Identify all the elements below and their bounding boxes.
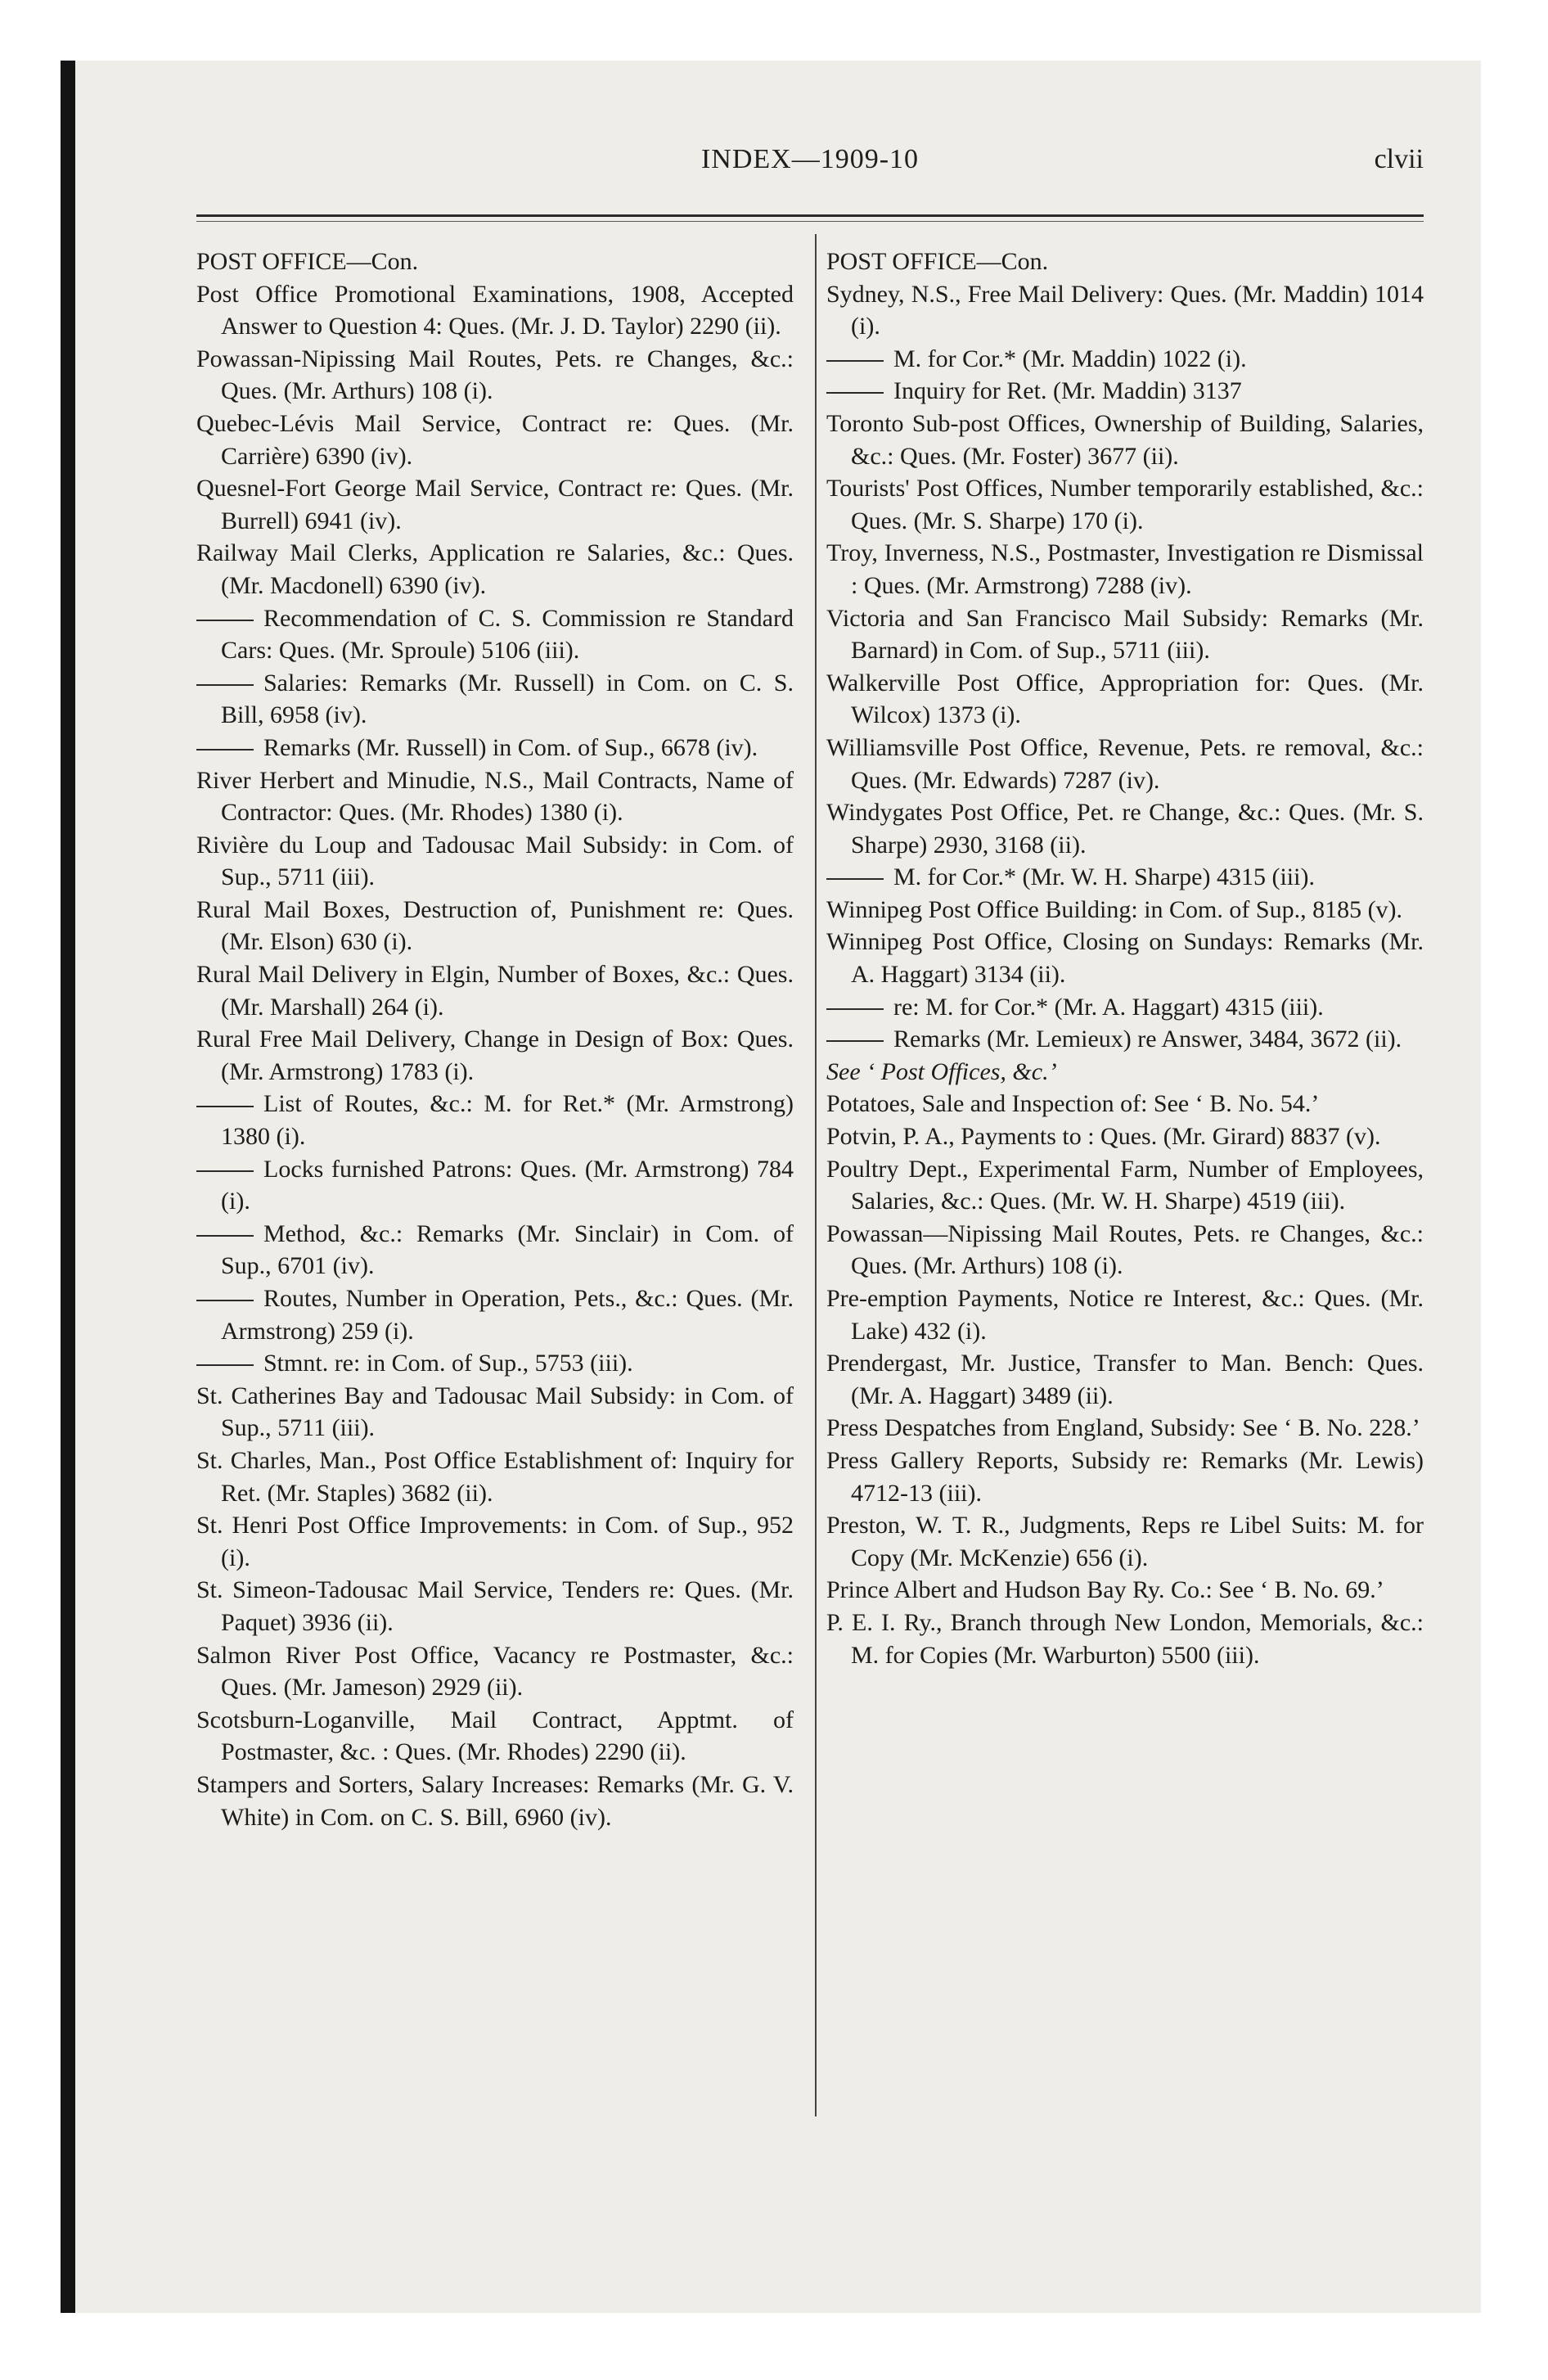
entry-text: St. Charles, Man., Post Office Establishment of: Inquiry for Ret. (Mr. Staples) 3682 (ii). <box>196 1446 794 1507</box>
entry-text: River Herbert and Minudie, N.S., Mail Contracts, Name of Contractor: Ques. (Mr. Rhodes) 1380 (i). <box>196 766 794 827</box>
index-entry <box>196 408 794 472</box>
entry-text: Post Office Promotional Examinations, 1908, Accepted Answer to Question 4: Ques. (Mr. J. D. Taylor) 2290 (ii). <box>196 280 794 340</box>
ditto-dash <box>196 1364 254 1366</box>
index-entry <box>826 894 1424 926</box>
entry-text: Press Despatches from England, Subsidy: See ‘ B. No. 228.’ <box>826 1414 1420 1442</box>
entry-text: Rural Mail Delivery in Elgin, Number of Boxes, &c.: Ques. (Mr. Marshall) 264 (i). <box>196 961 794 1021</box>
entry-text: Quebec-Lévis Mail Service, Contract re: Ques. (Mr. Carrière) 6390 (iv). <box>196 409 794 470</box>
entry-text: Pre-emption Payments, Notice re Interest, &c.: Ques. (Mr. Lake) 432 (i). <box>826 1285 1424 1345</box>
entry-text: Remarks (Mr. Lemieux) re Answer, 3484, 3672 (ii). <box>893 1025 1402 1053</box>
entry-text: Toronto Sub-post Offices, Ownership of Building, Salaries, &c.: Ques. (Mr. Foster) 3677 (ii). <box>826 409 1424 470</box>
index-entry <box>826 537 1424 602</box>
entry-text: Prendergast, Mr. Justice, Transfer to Man. Bench: Ques. (Mr. A. Haggart) 3489 (ii). <box>826 1350 1424 1409</box>
index-entry <box>826 1088 1424 1120</box>
index-subentry <box>826 343 1424 376</box>
entry-text: Troy, Inverness, N.S., Postmaster, Investigation re Dismissal : Ques. (Mr. Armstrong) 7288 (iv). <box>826 539 1424 599</box>
entry-text: re: M. for Cor.* (Mr. A. Haggart) 4315 (iii). <box>893 993 1324 1021</box>
entry-text: P. E. I. Ry., Branch through New London, Memorials, &c.: M. for Copies (Mr. Warburton) 5500 (iii). <box>826 1608 1424 1669</box>
entry-text: Windygates Post Office, Pet. re Change, &c.: Ques. (Mr. S. Sharpe) 2930, 3168 (ii). <box>826 799 1424 859</box>
index-entry <box>196 1445 794 1509</box>
index-entry <box>826 1282 1424 1347</box>
entry-text: Walkerville Post Office, Appropriation for: Ques. (Mr. Wilcox) 1373 (i). <box>826 669 1424 729</box>
ditto-dash <box>196 749 254 751</box>
ditto-dash <box>196 1235 254 1237</box>
entry-text: Winnipeg Post Office, Closing on Sundays: Remarks (Mr. A. Haggart) 3134 (ii). <box>826 928 1424 989</box>
index-entry <box>196 1704 794 1769</box>
index-entry <box>826 1218 1424 1282</box>
entry-text: Tourists' Post Offices, Number temporarily established, &c.: Ques. (Mr. S. Sharpe) 170 (i). <box>826 475 1424 534</box>
entry-text: M. for Cor.* (Mr. W. H. Sharpe) 4315 (iii). <box>893 863 1315 891</box>
index-subentry <box>196 667 794 732</box>
index-entry <box>826 1445 1424 1509</box>
entry-text: Rural Free Mail Delivery, Change in Design of Box: Ques. (Mr. Armstrong) 1783 (i). <box>196 1025 794 1085</box>
entry-text: Sydney, N.S., Free Mail Delivery: Ques. (Mr. Maddin) 1014 (i). <box>826 280 1424 340</box>
ditto-dash <box>826 878 884 880</box>
entry-text: Potvin, P. A., Payments to : Ques. (Mr. Girard) 8837 (v). <box>826 1123 1381 1151</box>
ditto-dash <box>826 360 884 362</box>
index-subentry <box>196 1218 794 1282</box>
binding-edge <box>61 61 75 2313</box>
right-column <box>826 246 1424 1671</box>
column-heading: POST OFFICE—Con. <box>826 248 1049 275</box>
index-subentry <box>196 1153 794 1218</box>
entry-text: Locks furnished Patrons: Ques. (Mr. Armstrong) 784 (i). <box>221 1155 794 1215</box>
index-entry <box>826 796 1424 861</box>
entry-text: Williamsville Post Office, Revenue, Pets. re removal, &c.: Ques. (Mr. Edwards) 7287 (iv). <box>826 733 1424 794</box>
ditto-dash <box>196 620 254 621</box>
entry-text: Winnipeg Post Office Building: in Com. of Sup., 8185 (v). <box>826 895 1403 923</box>
index-entry <box>826 278 1424 343</box>
index-entry <box>196 829 794 894</box>
page-header <box>196 144 1424 193</box>
entry-text: Stmnt. re: in Com. of Sup., 5753 (iii). <box>263 1350 633 1377</box>
index-entry <box>196 894 794 958</box>
entry-text: Powassan—Nipissing Mail Routes, Pets. re Changes, &c.: Ques. (Mr. Arthurs) 108 (i). <box>826 1219 1424 1280</box>
ditto-dash <box>826 392 884 394</box>
entry-text: Rural Mail Boxes, Destruction of, Punishment re: Ques. (Mr. Elson) 630 (i). <box>196 895 794 956</box>
index-entry <box>196 1023 794 1088</box>
index-entry <box>196 1574 794 1639</box>
entry-text: Salaries: Remarks (Mr. Russell) in Com. on C. S. Bill, 6958 (iv). <box>221 669 794 729</box>
entry-text: Poultry Dept., Experimental Farm, Number of Employees, Salaries, &c.: Ques. (Mr. W. H. Sharpe) 4519 (iii). <box>826 1155 1424 1215</box>
running-title: INDEX—1909-10 <box>700 144 920 174</box>
index-entry <box>826 1120 1424 1153</box>
index-entry <box>196 1639 794 1704</box>
index-subentry <box>196 732 794 764</box>
entry-text: Preston, W. T. R., Judgments, Reps re Libel Suits: M. for Copy (Mr. McKenzie) 656 (i). <box>826 1512 1424 1571</box>
ditto-dash <box>826 1040 884 1042</box>
index-entry <box>196 472 794 537</box>
entry-text: Rivière du Loup and Tadousac Mail Subsidy: in Com. of Sup., 5711 (iii). <box>196 831 794 891</box>
index-entry <box>196 1769 794 1833</box>
index-entry <box>196 958 794 1023</box>
header-rule <box>196 214 1424 217</box>
entry-text: List of Routes, &c.: M. for Ret.* (Mr. Armstrong) 1380 (i). <box>221 1090 794 1151</box>
index-entry <box>826 602 1424 667</box>
index-entry <box>196 1509 794 1574</box>
header-rule-thin <box>196 221 1424 222</box>
index-subentry <box>826 991 1424 1024</box>
index-entry <box>826 408 1424 472</box>
page-number: clvii <box>1374 144 1424 174</box>
entry-text: Recommendation of C. S. Commission re Standard Cars: Ques. (Mr. Sproule) 5106 (iii). <box>221 604 794 665</box>
index-entry <box>826 1056 1424 1089</box>
index-entry <box>196 343 794 408</box>
left-column <box>196 246 794 1833</box>
index-entry <box>826 667 1424 732</box>
entry-text: St. Henri Post Office Improvements: in Com. of Sup., 952 (i). <box>196 1512 794 1571</box>
entry-text: Railway Mail Clerks, Application re Salaries, &c.: Ques. (Mr. Macdonell) 6390 (iv). <box>196 539 794 599</box>
index-entry <box>826 472 1424 537</box>
ditto-dash <box>196 1170 254 1172</box>
entry-text: Method, &c.: Remarks (Mr. Sinclair) in Com. of Sup., 6701 (iv). <box>221 1219 794 1280</box>
entry-text: Stampers and Sorters, Salary Increases: Remarks (Mr. G. V. White) in Com. on C. S. Bill, 6960 (iv). <box>196 1770 794 1831</box>
entry-text: Powassan-Nipissing Mail Routes, Pets. re Changes, &c.: Ques. (Mr. Arthurs) 108 (i). <box>196 345 794 405</box>
ditto-dash <box>196 1106 254 1107</box>
entry-text: Routes, Number in Operation, Pets., &c.: Ques. (Mr. Armstrong) 259 (i). <box>221 1285 794 1345</box>
index-entry <box>826 732 1424 796</box>
index-subentry <box>826 861 1424 894</box>
index-subentry <box>196 1088 794 1152</box>
index-entry <box>196 537 794 602</box>
index-entry <box>826 1509 1424 1574</box>
column-heading: POST OFFICE—Con. <box>196 248 419 275</box>
right-entries <box>826 278 1424 1672</box>
entry-text: Inquiry for Ret. (Mr. Maddin) 3137 <box>893 377 1242 405</box>
entry-text: Scotsburn-Loganville, Mail Contract, Apptmt. of Postmaster, &c. : Ques. (Mr. Rhodes) 2290 (ii). <box>196 1706 794 1766</box>
entry-text: Press Gallery Reports, Subsidy re: Remarks (Mr. Lewis) 4712-13 (iii). <box>826 1446 1424 1507</box>
index-entry <box>826 1412 1424 1445</box>
index-subentry <box>826 375 1424 408</box>
left-entries <box>196 278 794 1834</box>
index-subentry <box>196 602 794 667</box>
index-entry <box>196 764 794 829</box>
entry-text: See ‘ Post Offices, &c.’ <box>826 1057 1057 1085</box>
ditto-dash <box>826 1008 884 1010</box>
entry-text: Quesnel-Fort George Mail Service, Contract re: Ques. (Mr. Burrell) 6941 (iv). <box>196 475 794 534</box>
index-entry <box>826 1574 1424 1607</box>
index-entry <box>196 1380 794 1445</box>
entry-text: Victoria and San Francisco Mail Subsidy: Remarks (Mr. Barnard) in Com. of Sup., 5711 (iii). <box>826 604 1424 665</box>
index-subentry <box>826 1023 1424 1056</box>
entry-text: St. Catherines Bay and Tadousac Mail Subsidy: in Com. of Sup., 5711 (iii). <box>196 1382 794 1442</box>
entry-text: M. for Cor.* (Mr. Maddin) 1022 (i). <box>893 345 1247 372</box>
entry-text: Salmon River Post Office, Vacancy re Postmaster, &c.: Ques. (Mr. Jameson) 2929 (ii). <box>196 1641 794 1702</box>
column-divider <box>815 234 817 2116</box>
index-entry <box>826 1153 1424 1218</box>
entry-text: St. Simeon-Tadousac Mail Service, Tenders re: Ques. (Mr. Paquet) 3936 (ii). <box>196 1576 794 1636</box>
index-entry <box>826 1347 1424 1412</box>
entry-text: Remarks (Mr. Russell) in Com. of Sup., 6678 (iv). <box>263 733 758 761</box>
index-entry <box>826 926 1424 990</box>
index-subentry <box>196 1282 794 1347</box>
ditto-dash <box>196 684 254 686</box>
entry-text: Potatoes, Sale and Inspection of: See ‘ B. No. 54.’ <box>826 1090 1320 1118</box>
ditto-dash <box>196 1300 254 1301</box>
index-subentry <box>196 1347 794 1380</box>
entry-text: Prince Albert and Hudson Bay Ry. Co.: See ‘ B. No. 69.’ <box>826 1576 1384 1604</box>
index-entry <box>196 278 794 343</box>
index-entry <box>826 1607 1424 1671</box>
